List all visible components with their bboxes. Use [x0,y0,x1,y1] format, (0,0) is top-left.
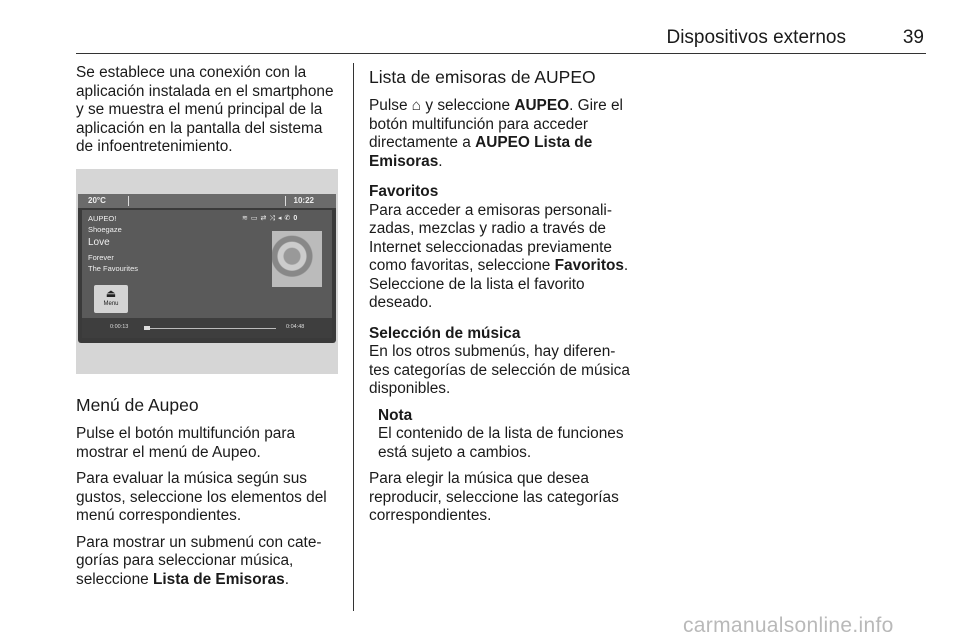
station-name: AUPEO! [88,214,117,223]
text: . Gire el botón multifunción para acceder directamente a [369,97,623,151]
paragraph: Para elegir la música que desea reproducir, seleccione las categorías correspondientes. [369,470,619,524]
total-time: 0:04:48 [286,324,305,330]
status-counter: 0 [293,215,301,222]
section-title-station-list: Lista de emisoras de AUPEO [369,67,596,87]
progress-bar [82,318,332,338]
menu-button[interactable] [94,285,128,313]
progress-track [144,328,276,329]
album-cover [272,231,322,287]
home-icon: ⌂ [411,97,422,114]
signal-icon: ◂ [277,215,285,222]
display-screen [78,194,336,343]
artist: The Favourites [88,264,139,273]
status-separator [285,196,286,206]
text: . [438,152,443,170]
infotainment-screenshot [76,169,338,374]
menu-label: Menu [103,301,119,307]
intro-paragraph: Se establece una conexión con la aplicación instalada en el smartphone y se muestra el menú principal de la aplicación en la pantalla del sistema de infoentretenimiento. [76,64,334,155]
text: y seleccione [421,97,515,114]
track-info: Forever [88,253,114,262]
menu-reference: AUPEO Lista de Emisoras [369,134,593,170]
paragraph: Pulse el botón multifunción para mostrar el menú de Aupeo. [76,425,296,461]
subheading-music-selection: Selección de música [369,324,521,342]
progress-fill [144,326,150,330]
note-title: Nota [378,406,413,424]
column-divider [353,63,354,611]
text: En los otros submenús, hay diferen‐ tes categorías de selección de música disponibles. [369,343,630,397]
paragraph: Para evaluar la música según sus gustos, seleccione los elementos del menú correspondientes. [76,470,327,524]
subheading-favorites: Favoritos [369,183,439,200]
status-separator [128,196,129,206]
section-title-aupeo-menu: Menú de Aupeo [76,395,199,415]
elapsed-time: 0:00:13 [110,324,129,330]
wifi-icon: ≋ [242,215,251,222]
right-column [369,66,634,534]
menu-reference: Favoritos [554,257,624,274]
text: Para mostrar un submenú con cate‐ gorías para seleccionar música, seleccione [76,533,322,588]
paragraph [76,534,338,590]
text: Para acceder a emisoras personali‐ zadas, mezclas y radio a través de Internet seleccionadas previamente como favoritas, seleccione [369,201,612,274]
page-number: 39 [902,27,924,48]
screen-body [82,210,332,338]
text: . [284,570,290,588]
menu-icon: ⏏ [105,288,117,300]
repeat-icon: ⇄ [260,215,270,222]
left-column [76,64,338,165]
shuffle-icon: ⤨ [269,215,278,222]
clock: 10:22 [293,196,314,205]
favorites-block [369,183,634,313]
note-text: El contenido de la lista de funciones está sujeto a cambios. [378,425,624,461]
watermark: carmanualsonline.info [683,614,894,637]
page-header [76,27,926,54]
genre: Shoegaze [88,225,122,234]
paragraph [369,97,634,171]
status-icons [242,214,300,223]
note-block [378,407,634,463]
text: . Seleccione de la lista el favorito deseado. [369,257,629,311]
menu-reference: AUPEO [514,97,570,114]
track-title: Love [88,237,110,248]
phone-icon: ✆ [284,215,294,222]
text: Pulse [369,97,412,114]
temperature: 20°C [88,196,106,205]
header-title: Dispositivos externos [666,27,846,48]
aupeo-menu-section [76,394,338,597]
music-selection-block [369,325,634,399]
screen-status-bar [78,194,336,208]
media-icon: ▭ [250,215,261,222]
menu-reference: Lista de Emisoras [153,570,285,588]
